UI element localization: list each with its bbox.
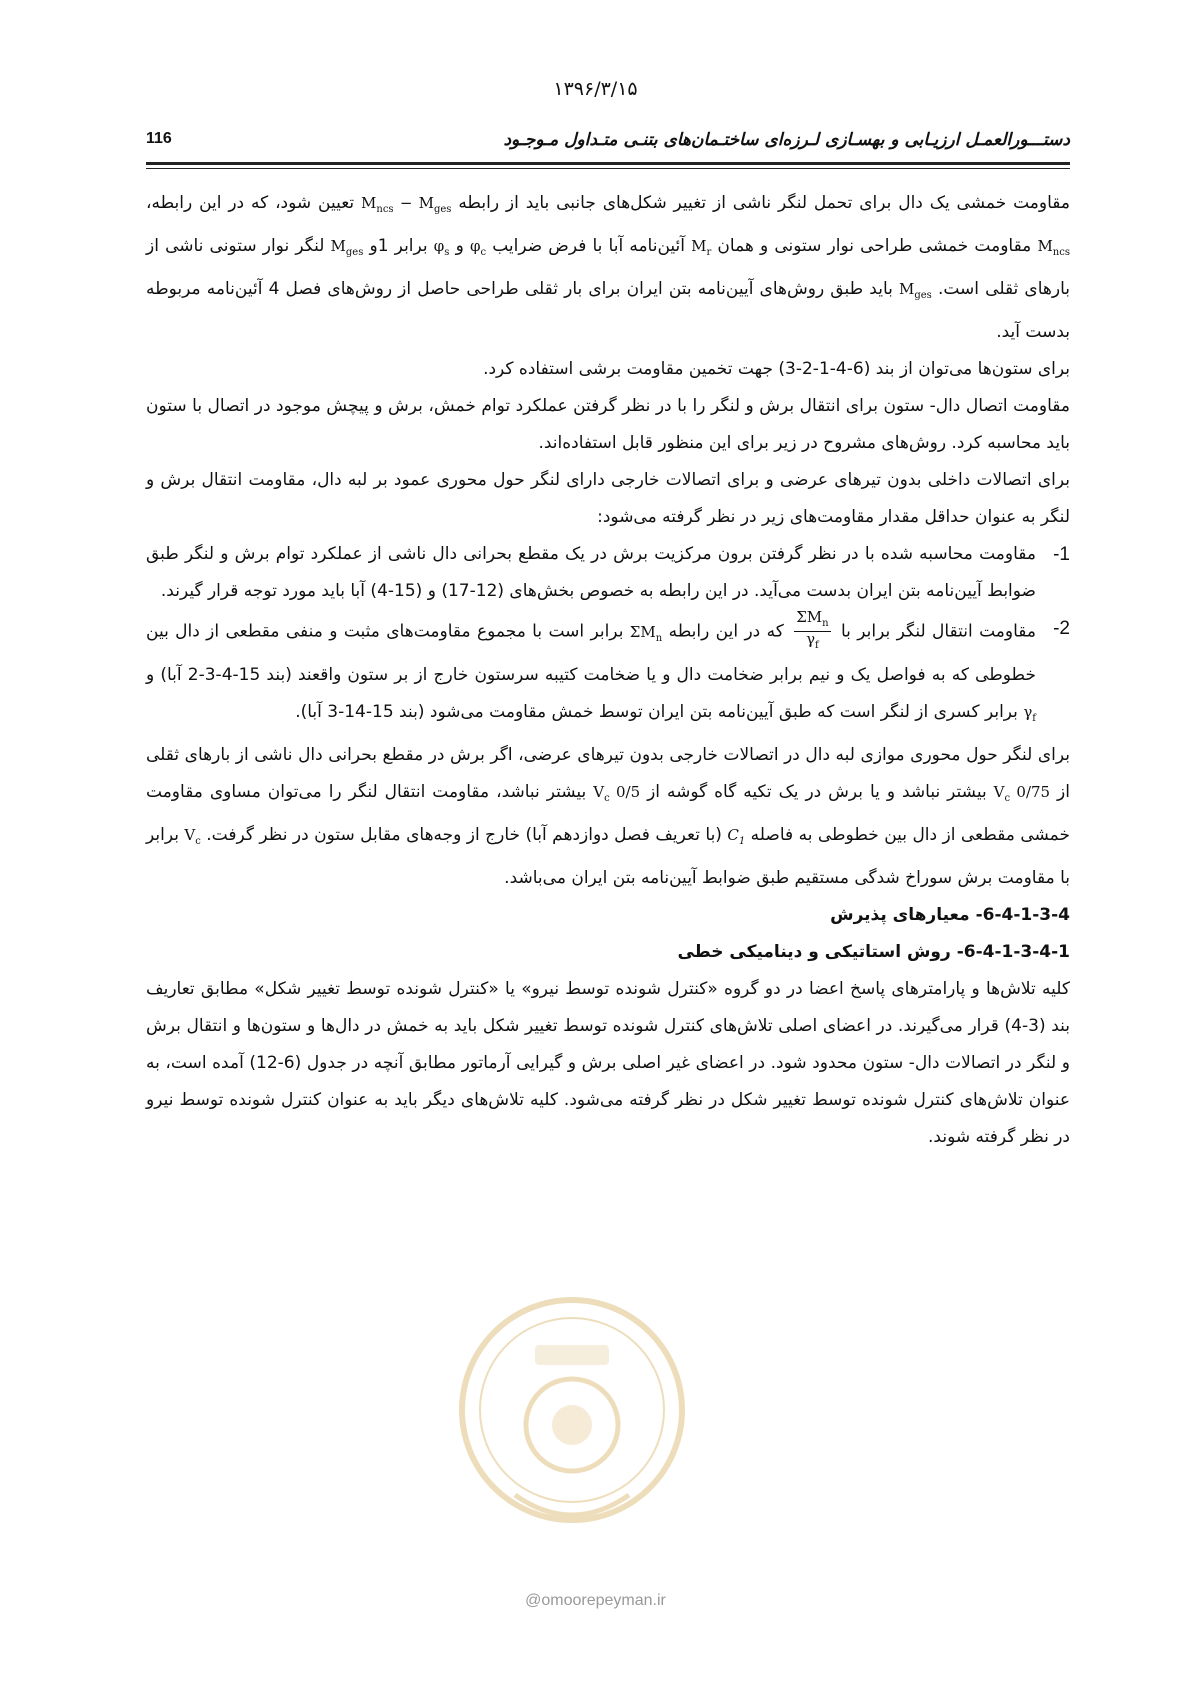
symbol-phi-s: $\varphi_s$ — [433, 237, 450, 258]
symbol-mges: $M_{ges}$ — [330, 237, 364, 258]
p1-text-h: باید طبق روش‌های آیین‌نامه بتن ایران برای بار ثقلی طراحی حاصل از روش‌های فصل 4 آئین‌نامه مربوطه بدست آید. — [146, 279, 1070, 342]
list-item-2 — [146, 610, 1070, 737]
item2-text-c: برابر است با مجموع مقاومت‌های مثبت و منفی مقطعی از دال بین خطوطی که به فواصل یک و نیم برابر ضخامت دال و یا ضخامت کتیبه سرستون خارج از بر ستون واقعند (بند 15-4-3-2 آبا) و — [146, 621, 1036, 685]
symbol-phi-c: $\varphi_c$ — [469, 237, 487, 258]
section-heading-linear-procedures: 6-4-1-3-4-1- روش استاتیکی و دینامیکی خطی — [677, 941, 1070, 962]
list-item-number: 1- — [1053, 544, 1070, 565]
p1-text-c: مقاومت خمشی طراحی نوار ستونی و همان — [717, 236, 1032, 256]
p5-text-b: بیشتر نباشد و یا برش در یک تکیه گاه گوشه از — [647, 781, 987, 802]
page-number: 116 — [146, 130, 172, 147]
symbol-mges-2: $M_{ges}$ — [899, 280, 932, 301]
symbol-mncs: $M_{ncs}$ — [1037, 237, 1070, 258]
p5-text-c: بیشتر نباشد، مقاومت انتقال لنگر را می‌توان مساوی مقاومت خمشی مقطعی از دال بین خطوطی به فاصله — [146, 781, 1071, 845]
symbol-c1: $C_1$ — [727, 825, 746, 847]
running-title: دستـــورالعمـل ارزيـابی و بهسـازی لـرزه‌ای ساختـمان‌های بتنـی متـداول مـوجـود — [503, 130, 1070, 150]
item2-text-b: که در این رابطه — [668, 621, 784, 642]
p1-text-b: تعیین شود، که در این رابطه، — [146, 193, 355, 213]
p5-text-d: (با تعریف فصل دوازدهم آبا) خارج از وجه‌های مقابل ستون در نظر گرفت. — [206, 824, 722, 845]
header-rule-thick — [146, 162, 1070, 165]
formula-mncs-mges: $M_{ncs} - M_{ges}$ — [361, 194, 452, 215]
document-date: ۱۳۹۶/۳/۱۵ — [553, 78, 638, 100]
header-rule-thin — [146, 168, 1070, 169]
paragraph-6: کلیه تلاش‌ها و پارامترهای پاسخ اعضا در دو گروه «کنترل شونده توسط نیرو» یا «کنترل شونده توسط تغییر شکل» مطابق تعاریف بند (3-4) قرار می‌گیرند. در اعضای اصلی تلاش‌های کنترل شونده توسط تغییر شکل باید به خمش در دال‌ها و ستون‌ها و انتقال برش و لنگر در اتصالات دال- ستون محدود شود. در اعضای غیر اصلی برش و گیرایی آرماتور مطابق آنچه در جدول (6-12) آمده است، به عنوان تلاش‌های کنترل شونده توسط تغییر شکل در نظر گرفته می‌شود. کلیه تلاش‌های دیگر باید به عنوان کنترل شونده توسط نیرو در نظر گرفته شوند. — [146, 978, 1071, 1147]
p1-text-d: آئین‌نامه آبا با فرض ضرایب — [492, 236, 685, 256]
symbol-vc: $V_c$ — [184, 825, 201, 847]
paragraph-3: مقاومت اتصال دال- ستون برای انتقال برش و لنگر را با در نظر گرفتن عملکرد توام خمش، برش و پیچش موجود در اتصال با ستون باید محاسبه کرد. روش‌های مشروح در زیر برای این منظور قابل استفاده‌اند. — [146, 396, 1070, 453]
paragraph-4: برای اتصالات داخلی بدون تیرهای عرضی و برای اتصالات خارجی دارای لنگر حول محوری عمود بر لبه دال، مقاومت انتقال برش و لنگر به عنوان حداقل مقدار مقاومت‌های زیر در نظر گرفته می‌شود: — [146, 470, 1070, 527]
list-item-number: 2- — [1053, 618, 1070, 639]
website-watermark: @omoorepeyman.ir — [525, 1592, 666, 1609]
formula-05-vc: 0/5 $V_c$ — [593, 782, 641, 804]
symbol-gamma-f: $\gamma_f$ — [1023, 702, 1036, 724]
fraction-sigma-mn-over-gamma-f: $\frac{\Sigma M_n}{\gamma_f}$ — [796, 608, 829, 651]
symbol-mr: $M_r$ — [691, 237, 712, 258]
list-item-text: مقاومت محاسبه شده با در نظر گرفتن برون مرکزیت برش در یک مقطع بحرانی دال ناشی از عملکرد توام برش و لنگر طبق ضوابط آیین‌نامه بتن ایران بدست می‌آید. در این رابطه به خصوص بخش‌های (12-17) و (15-4) آبا باید مورد توجه قرار گیرند. — [146, 544, 1036, 601]
seal-watermark-icon — [455, 1285, 690, 1545]
p5-text-e: برابر با مقاومت برش سوراخ شدگی مستقیم طبق ضوابط آیین‌نامه بتن ایران می‌باشد. — [146, 824, 1070, 888]
p5-text-a: برای لنگر حول محوری موازی لبه دال در اتصالات خارجی بدون تیرهای عرضی، اگر برش در مقطع بحرانی دال ناشی از بارهای ثقلی از — [146, 744, 1070, 802]
document-body — [146, 185, 1070, 1156]
symbol-sigma-mn: $\Sigma M_n$ — [629, 622, 663, 644]
item2-text-a: مقاومت انتقال لنگر برابر با — [840, 621, 1037, 642]
formula-075-vc: 0/75 $V_c$ — [993, 782, 1051, 804]
p1-text-e: و — [455, 236, 464, 256]
p1-text-g: لنگر نوار ستونی ناشی از بارهای ثقلی است. — [146, 236, 1070, 299]
item2-text-d: برابر کسری از لنگر است که طبق آیین‌نامه بتن ایران توسط خمش مقاومت می‌شود (بند 15-14-3 آبا). — [295, 701, 1018, 722]
page-header — [146, 120, 1070, 160]
paragraph-5 — [146, 737, 1070, 897]
list-item-1 — [146, 536, 1070, 610]
paragraph-2: برای ستون‌ها می‌توان از بند (6-4-1-2-3) جهت تخمین مقاومت برشی استفاده کرد. — [483, 359, 1070, 379]
paragraph-1 — [146, 185, 1070, 351]
p1-text-a: مقاومت خمشی یک دال برای تحمل لنگر ناشی از تغییر شکل‌های جانبی باید از رابطه — [458, 193, 1070, 213]
p1-text-f: برابر 1و — [369, 236, 428, 256]
section-heading-acceptance-criteria: 6-4-1-3-4- معیارهای پذیرش — [830, 904, 1070, 925]
